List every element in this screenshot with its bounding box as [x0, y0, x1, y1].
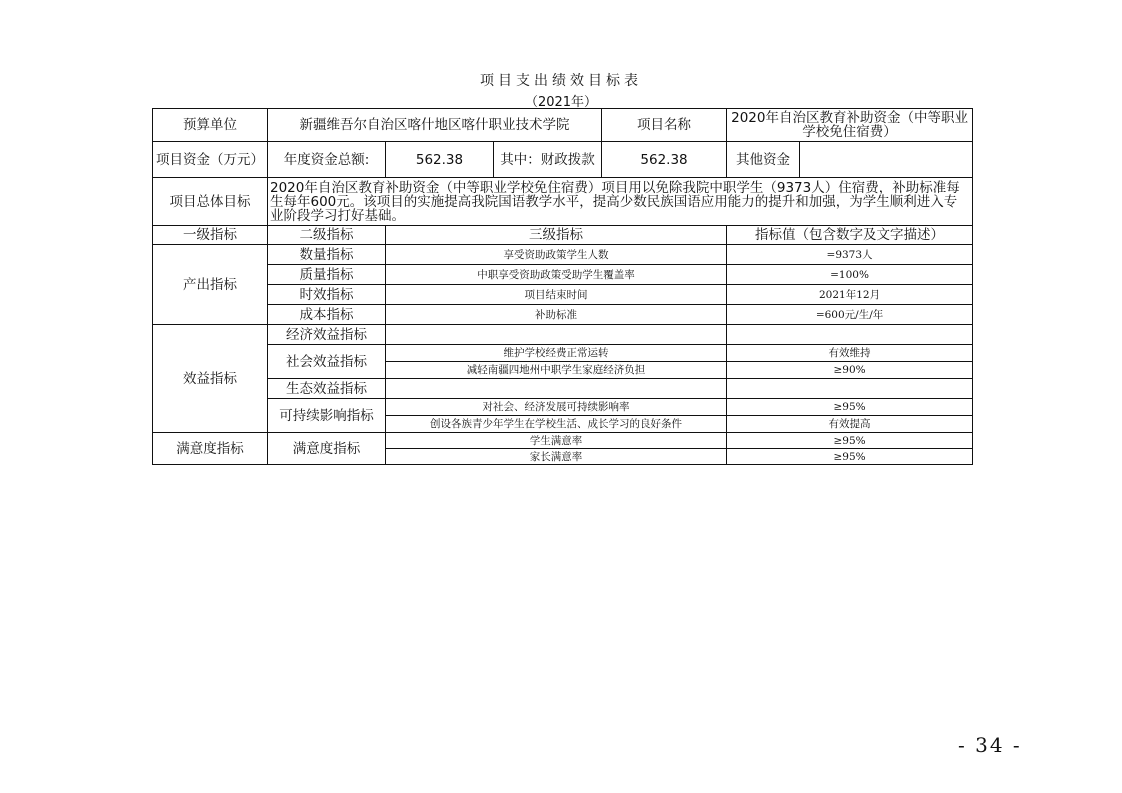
other-funds-value — [800, 142, 973, 178]
benefit-social-value: 有效维持 — [727, 345, 973, 362]
benefit-sustainable-level3: 对社会、经济发展可持续影响率 — [386, 399, 727, 416]
performance-target-table — [152, 108, 973, 465]
annual-total-label: 年度资金总额: — [268, 142, 386, 178]
benefit-economic-level2: 经济效益指标 — [268, 325, 386, 345]
document-title: 项目支出绩效目标表 — [480, 73, 642, 89]
header-value: 指标值（包含数字及文字描述） — [727, 226, 973, 245]
satisfaction-level1: 满意度指标 — [153, 433, 268, 465]
benefit-economic-value — [727, 325, 973, 345]
fiscal-label: 其中：财政拨款 — [494, 142, 602, 178]
output-level3: 项目结束时间 — [386, 285, 727, 305]
benefit-level1: 效益指标 — [153, 325, 268, 433]
header-level1: 一级指标 — [153, 226, 268, 245]
benefit-social-value: ≥90% — [727, 362, 973, 379]
satisfaction-value: ≥95% — [727, 449, 973, 465]
goal-text: 2020年自治区教育补助资金（中等职业学校免住宿费）项目用以免除我院中职学生（9373人）住宿费，补助标准每生每年600元。该项目的实施提高我院国语教学水平，提高少数民族国语应用能力的提升和加强，为学生顺利进入专业阶段学习打好基础。 — [268, 178, 973, 226]
output-value: =600元/生/年 — [727, 305, 973, 325]
output-value: =100% — [727, 265, 973, 285]
annual-total-value: 562.38 — [386, 142, 494, 178]
benefit-ecological-level3 — [386, 379, 727, 399]
header-level2: 二级指标 — [268, 226, 386, 245]
satisfaction-level2: 满意度指标 — [268, 433, 386, 465]
output-value: 2021年12月 — [727, 285, 973, 305]
benefit-sustainable-level3: 创设各族青少年学生在学校生活、成长学习的良好条件 — [386, 416, 727, 433]
header-level3: 三级指标 — [386, 226, 727, 245]
output-level3: 享受资助政策学生人数 — [386, 245, 727, 265]
benefit-social-level3: 维护学校经费正常运转 — [386, 345, 727, 362]
funds-label: 项目资金（万元） — [153, 142, 268, 178]
output-level2: 成本指标 — [268, 305, 386, 325]
benefit-sustainable-value: ≥95% — [727, 399, 973, 416]
satisfaction-level3: 家长满意率 — [386, 449, 727, 465]
benefit-economic-level3 — [386, 325, 727, 345]
goal-label: 项目总体目标 — [153, 178, 268, 226]
page-number: - 34 - — [958, 733, 1022, 757]
output-level1: 产出指标 — [153, 245, 268, 325]
satisfaction-level3: 学生满意率 — [386, 433, 727, 449]
benefit-ecological-value — [727, 379, 973, 399]
budget-unit-label: 预算单位 — [153, 109, 268, 142]
output-level3: 中职享受资助政策受助学生覆盖率 — [386, 265, 727, 285]
budget-unit-value: 新疆维吾尔自治区喀什地区喀什职业技术学院 — [268, 109, 602, 142]
benefit-sustainable-value: 有效提高 — [727, 416, 973, 433]
benefit-social-level3: 减轻南疆四地州中职学生家庭经济负担 — [386, 362, 727, 379]
output-level3: 补助标准 — [386, 305, 727, 325]
benefit-sustainable-level2: 可持续影响指标 — [268, 399, 386, 433]
project-name-value: 2020年自治区教育补助资金（中等职业学校免住宿费） — [727, 109, 973, 142]
satisfaction-value: ≥95% — [727, 433, 973, 449]
benefit-social-level2: 社会效益指标 — [268, 345, 386, 379]
fiscal-value: 562.38 — [602, 142, 727, 178]
benefit-ecological-level2: 生态效益指标 — [268, 379, 386, 399]
document-year: （2021年） — [524, 95, 598, 110]
output-level2: 数量指标 — [268, 245, 386, 265]
other-funds-label: 其他资金 — [727, 142, 800, 178]
output-value: =9373人 — [727, 245, 973, 265]
output-level2: 质量指标 — [268, 265, 386, 285]
output-level2: 时效指标 — [268, 285, 386, 305]
project-name-label: 项目名称 — [602, 109, 727, 142]
